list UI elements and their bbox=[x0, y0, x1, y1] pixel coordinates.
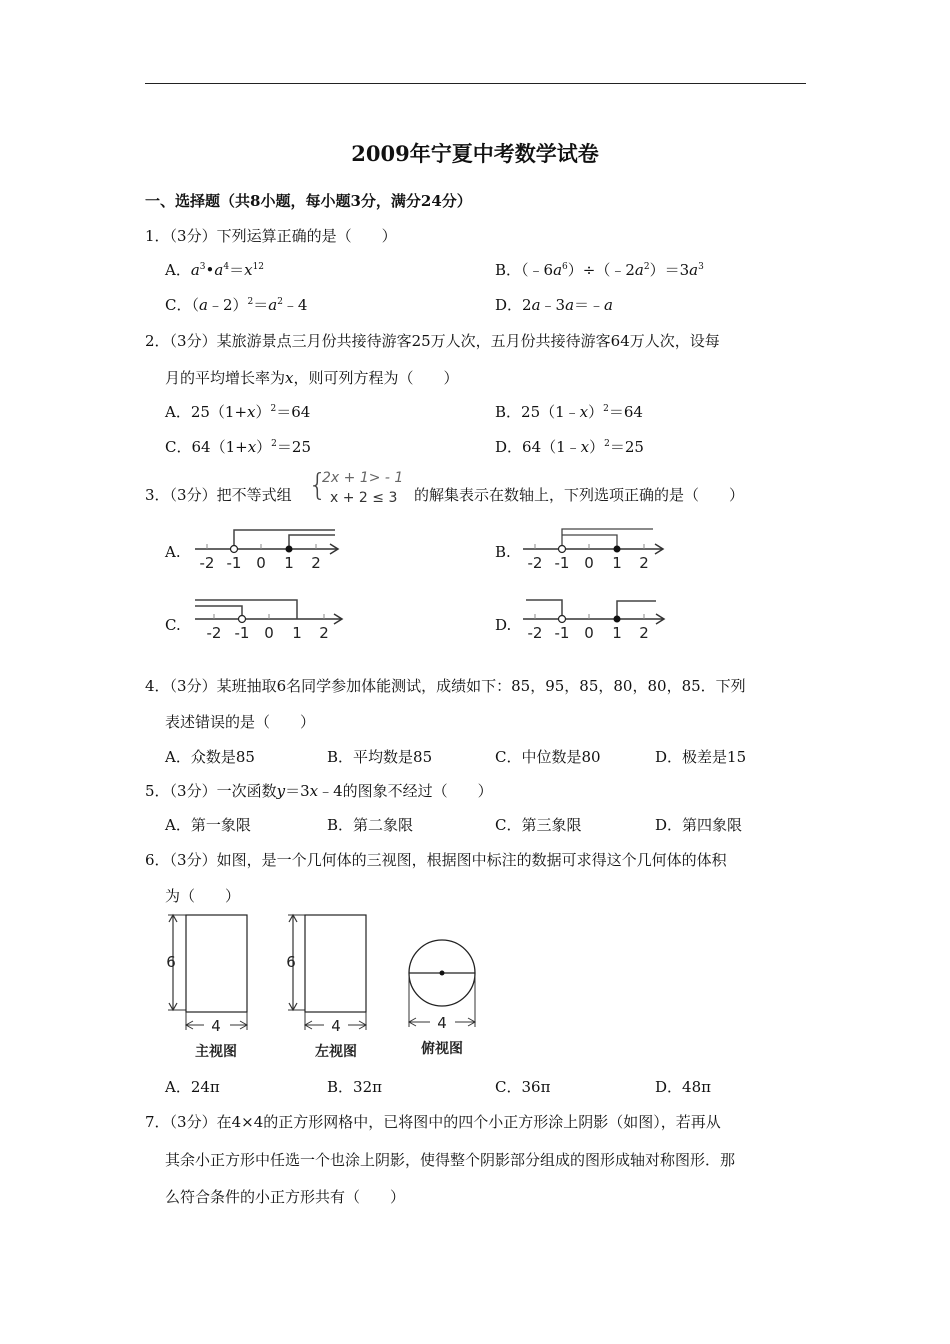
tick-label: -1 bbox=[226, 554, 242, 572]
tick-label: -2 bbox=[527, 624, 543, 642]
q4-stem-line2: 表述错误的是（ ） bbox=[165, 713, 316, 731]
q3-label-b: B. bbox=[495, 543, 511, 561]
q6-option-b: B．32π bbox=[327, 1078, 382, 1096]
q2-stem-line1: 2．（3分）某旅游景点三月份共接待游客25万人次，五月份共接待游客64万人次，设每 bbox=[145, 332, 720, 350]
q4-option-d: D．极差是15 bbox=[655, 748, 747, 766]
q7-stem-line3: 么符合条件的小正方形共有（ ） bbox=[165, 1188, 406, 1206]
section-heading: 一、选择题（共8小题，每小题3分，满分24分） bbox=[145, 192, 472, 210]
tick-label: -2 bbox=[206, 624, 222, 642]
q1-option-d: D．2a﹣3a＝﹣a bbox=[495, 296, 613, 314]
q2-stem-line2: 月的平均增长率为x，则可列方程为（ ） bbox=[165, 369, 459, 387]
q5-stem: 5．（3分）一次函数y＝3x﹣4的图象不经过（ ） bbox=[145, 782, 493, 800]
tick-label: 2 bbox=[639, 624, 649, 642]
height-label: 6 bbox=[286, 953, 296, 971]
tick-label: 0 bbox=[264, 624, 274, 642]
system-brace: { bbox=[308, 468, 328, 503]
numberline-d bbox=[518, 595, 678, 645]
tick-label: -1 bbox=[554, 624, 570, 642]
front-view-label: 主视图 bbox=[195, 1044, 237, 1060]
tick-label: 1 bbox=[612, 624, 622, 642]
inequality-1: 2x + 1> - 1 bbox=[322, 470, 404, 486]
q4-option-a: A．众数是85 bbox=[165, 748, 255, 766]
q1-option-b: B．$(﹣6a^6)\div(﹣2a^2)=3a^3$ bbox=[495, 261, 704, 279]
height-label: 6 bbox=[166, 953, 176, 971]
q3-label-a: A. bbox=[165, 543, 181, 561]
tick-label: 0 bbox=[584, 554, 594, 572]
tick-label: 1 bbox=[612, 554, 622, 572]
header-rule bbox=[145, 83, 806, 84]
q5-option-a: A．第一象限 bbox=[165, 816, 251, 834]
q2-option-c: C．$64(1+x)^2=25$ bbox=[165, 438, 311, 456]
width-label: 4 bbox=[331, 1017, 341, 1035]
q2-option-b: B．25（1﹣x）$^2$＝64 bbox=[495, 403, 643, 421]
q4-stem-line1: 4．（3分）某班抽取6名同学参加体能测试，成绩如下：85，95，85，80，80，85．下列 bbox=[145, 677, 746, 695]
numberline-a bbox=[190, 525, 350, 575]
q3-stem-a: 3．（3分）把不等式组 bbox=[145, 486, 292, 504]
tick-label: 2 bbox=[639, 554, 649, 572]
q6-stem-line2: 为（ ） bbox=[165, 887, 241, 905]
tick-label: -1 bbox=[554, 554, 570, 572]
q6-option-d: D．48π bbox=[655, 1078, 711, 1096]
q5-option-d: D．第四象限 bbox=[655, 816, 743, 834]
q3-label-c: C. bbox=[165, 616, 181, 634]
numberline-b bbox=[518, 525, 678, 575]
inequality-2: x + 2 ≤ 3 bbox=[330, 490, 398, 506]
front-view bbox=[166, 915, 247, 1060]
q2-option-a: A．$25(1+x)^2=64$ bbox=[165, 403, 311, 421]
width-label: 4 bbox=[437, 1014, 447, 1032]
q3-stem-b: 的解集表示在数轴上，下列选项正确的是（ ） bbox=[414, 486, 745, 504]
three-view-figure bbox=[160, 905, 490, 1065]
q6-stem-line1: 6．（3分）如图，是一个几何体的三视图，根据图中标注的数据可求得这个几何体的体积 bbox=[145, 851, 727, 869]
top-view bbox=[409, 940, 475, 1057]
q6-option-c: C．36π bbox=[495, 1078, 551, 1096]
tick-label: 0 bbox=[256, 554, 266, 572]
q3-label-d: D. bbox=[495, 616, 512, 634]
q2-option-d: D．64（1﹣x）$^2$＝25 bbox=[495, 438, 644, 456]
tick-label: 1 bbox=[292, 624, 302, 642]
left-view bbox=[286, 915, 366, 1060]
q5-option-b: B．第二象限 bbox=[327, 816, 414, 834]
top-view-label: 俯视图 bbox=[421, 1041, 463, 1057]
q5-option-c: C．第三象限 bbox=[495, 816, 582, 834]
q4-option-c: C．中位数是80 bbox=[495, 748, 601, 766]
q4-option-b: B．平均数是85 bbox=[327, 748, 433, 766]
q1-stem: 1．（3分）下列运算正确的是（ ） bbox=[145, 227, 397, 245]
tick-label: -2 bbox=[527, 554, 543, 572]
numberline-c bbox=[190, 595, 350, 645]
q6-option-a: A．24π bbox=[165, 1078, 220, 1096]
tick-label: 0 bbox=[584, 624, 594, 642]
q1-option-c: C．$(a﹣2)^2=a^2﹣4$ bbox=[165, 296, 308, 314]
left-view-label: 左视图 bbox=[315, 1044, 357, 1060]
tick-label: -2 bbox=[199, 554, 215, 572]
width-label: 4 bbox=[211, 1017, 221, 1035]
q1-option-a: A．$a^3•a^4=x^{12}$ bbox=[165, 261, 265, 279]
tick-label: 2 bbox=[319, 624, 329, 642]
page-title: 2009年宁夏中考数学试卷 bbox=[351, 141, 599, 166]
tick-label: -1 bbox=[234, 624, 250, 642]
q7-stem-line2: 其余小正方形中任选一个也涂上阴影，使得整个阴影部分组成的图形成轴对称图形．那 bbox=[165, 1151, 736, 1169]
tick-label: 2 bbox=[311, 554, 321, 572]
tick-label: 1 bbox=[284, 554, 294, 572]
q7-stem-line1: 7．（3分）在4×4的正方形网格中，已将图中的四个小正方形涂上阴影（如图），若再从 bbox=[145, 1113, 721, 1131]
